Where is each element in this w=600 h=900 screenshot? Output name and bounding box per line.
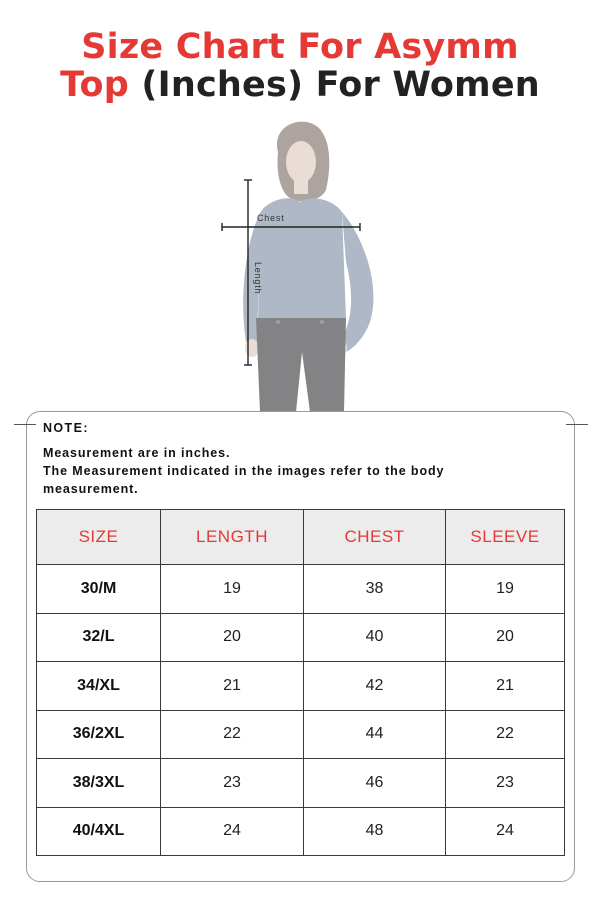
- header-sleeve: SLEEVE: [446, 510, 565, 565]
- title-red-text-2: Top: [60, 65, 130, 105]
- chest-cell: 48: [304, 807, 446, 856]
- header-size: SIZE: [37, 510, 161, 565]
- chest-cell: 44: [304, 710, 446, 759]
- note-line-1: Measurement are in inches.: [43, 446, 231, 460]
- size-cell: 36/2XL: [37, 710, 161, 759]
- table-row: [37, 565, 565, 614]
- sleeve-cell: 23: [446, 759, 565, 808]
- sleeve-cell: 24: [446, 807, 565, 856]
- length-cell: 21: [161, 662, 304, 711]
- title-red-text-1: Size Chart For Asymm: [81, 27, 519, 67]
- chest-cell: 38: [304, 565, 446, 614]
- sleeve-cell: 22: [446, 710, 565, 759]
- chest-cell: 46: [304, 759, 446, 808]
- sleeve-cell: 19: [446, 565, 565, 614]
- table-row: [37, 807, 565, 856]
- table-header-row: [37, 510, 565, 565]
- size-cell: 38/3XL: [37, 759, 161, 808]
- length-cell: 20: [161, 613, 304, 662]
- header-chest: CHEST: [304, 510, 446, 565]
- page-title: [0, 28, 600, 104]
- size-cell: 30/M: [37, 565, 161, 614]
- size-cell: 34/XL: [37, 662, 161, 711]
- header-length: LENGTH: [161, 510, 304, 565]
- note-heading: NOTE:: [43, 421, 89, 435]
- title-dark-text: (Inches) For Women: [141, 65, 540, 105]
- sleeve-cell: 21: [446, 662, 565, 711]
- length-label: Length: [253, 262, 263, 295]
- title-line-2: [0, 66, 600, 104]
- sleeve-cell: 20: [446, 613, 565, 662]
- trousers-shape: [256, 318, 346, 412]
- title-line-1: [0, 28, 600, 66]
- size-table: [36, 509, 565, 856]
- size-cell: 32/L: [37, 613, 161, 662]
- table-row: [37, 710, 565, 759]
- length-cell: 19: [161, 565, 304, 614]
- note-line-2: The Measurement indicated in the images refer to the body: [43, 464, 445, 478]
- chest-cell: 40: [304, 613, 446, 662]
- table-row: [37, 613, 565, 662]
- length-cell: 23: [161, 759, 304, 808]
- size-cell: 40/4XL: [37, 807, 161, 856]
- model-figure: [150, 112, 450, 412]
- chest-label: Chest: [257, 213, 285, 223]
- length-cell: 22: [161, 710, 304, 759]
- card-edge-mark-left: [14, 424, 36, 425]
- chest-cell: 42: [304, 662, 446, 711]
- card-edge-mark-right: [566, 424, 588, 425]
- table-row: [37, 759, 565, 808]
- note-line-3: measurement.: [43, 482, 139, 496]
- length-cell: 24: [161, 807, 304, 856]
- table-row: [37, 662, 565, 711]
- face-shape: [286, 141, 316, 183]
